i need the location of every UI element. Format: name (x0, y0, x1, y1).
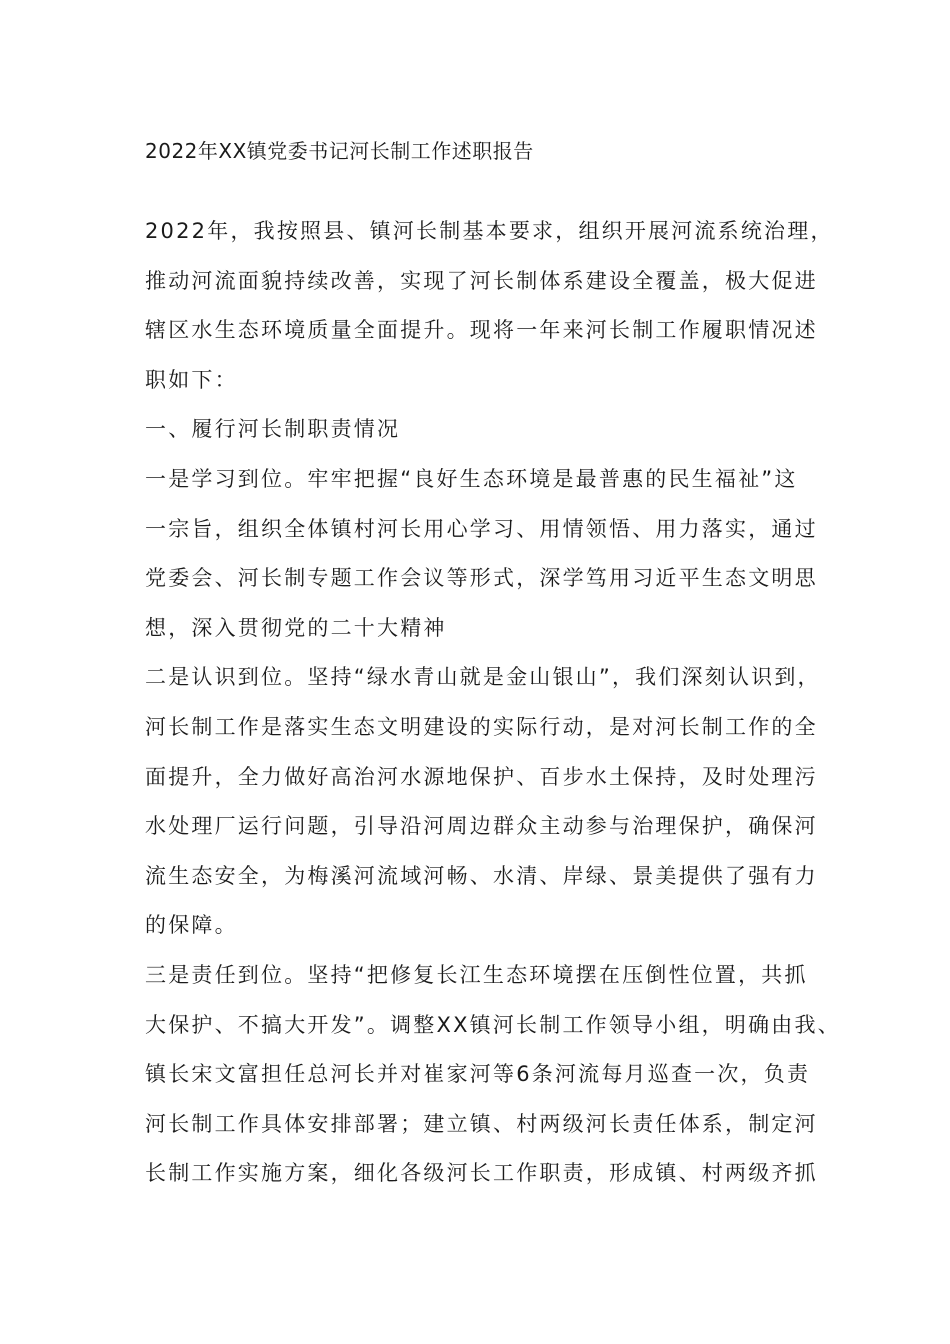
text-line: 一宗旨，组织全体镇村河长用心学习、用情领悟、用力落实，通过 (145, 516, 818, 541)
text-line: 三是责任到位。坚持“把修复长江生态环境摆在压倒性位置，共抓 (145, 962, 808, 987)
text-line: 流生态安全，为梅溪河流域河畅、水清、岸绿、景美提供了强有力 (145, 863, 818, 888)
document-title: 2022年XX镇党委书记河长制工作述职报告 (145, 139, 534, 163)
text-line: 想，深入贯彻党的二十大精神 (145, 615, 447, 640)
text-line: 推动河流面貌持续改善，实现了河长制体系建设全覆盖，极大促进 (145, 268, 818, 293)
text-line: 2022年，我按照县、镇河长制基本要求，组织开展河流系统治理， (145, 219, 834, 243)
paragraph-study (145, 455, 818, 653)
paragraph-intro (145, 207, 834, 405)
document-body (145, 207, 841, 1199)
text-line: 面提升，全力做好高治河水源地保护、百步水土保持，及时处理污 (145, 764, 818, 789)
text-line: 大保护、不搞大开发”。调整XX镇河长制工作领导小组，明确由我、 (145, 1012, 841, 1037)
section-heading (145, 405, 815, 455)
paragraph-awareness (145, 653, 821, 951)
paragraph-responsibility (145, 951, 841, 1199)
text-line: 水处理厂运行问题，引导沿河周边群众主动参与治理保护，确保河 (145, 814, 818, 839)
text-line: 二是认识到位。坚持“绿水青山就是金山银山”，我们深刻认识到， (145, 665, 821, 690)
text-line: 一是学习到位。牢牢把握“良好生态环境是最普惠的民生福祉”这 (145, 466, 798, 491)
text-line: 辖区水生态环境质量全面提升。现将一年来河长制工作履职情况述 (145, 318, 818, 343)
text-line: 河长制工作具体安排部署；建立镇、村两级河长责任体系，制定河 (145, 1111, 818, 1136)
text-line: 党委会、河长制专题工作会议等形式，深学笃用习近平生态文明思 (145, 566, 818, 591)
text-line: 职如下： (145, 367, 238, 392)
text-line: 河长制工作是落实生态文明建设的实际行动，是对河长制工作的全 (145, 714, 818, 739)
text-line: 镇长宋文富担任总河长并对崔家河等6条河流每月巡查一次，负责 (145, 1062, 811, 1087)
text-line: 一、履行河长制职责情况 (145, 417, 401, 442)
text-line: 长制工作实施方案，细化各级河长工作职责，形成镇、村两级齐抓 (145, 1161, 818, 1186)
text-line: 的保障。 (145, 913, 238, 938)
